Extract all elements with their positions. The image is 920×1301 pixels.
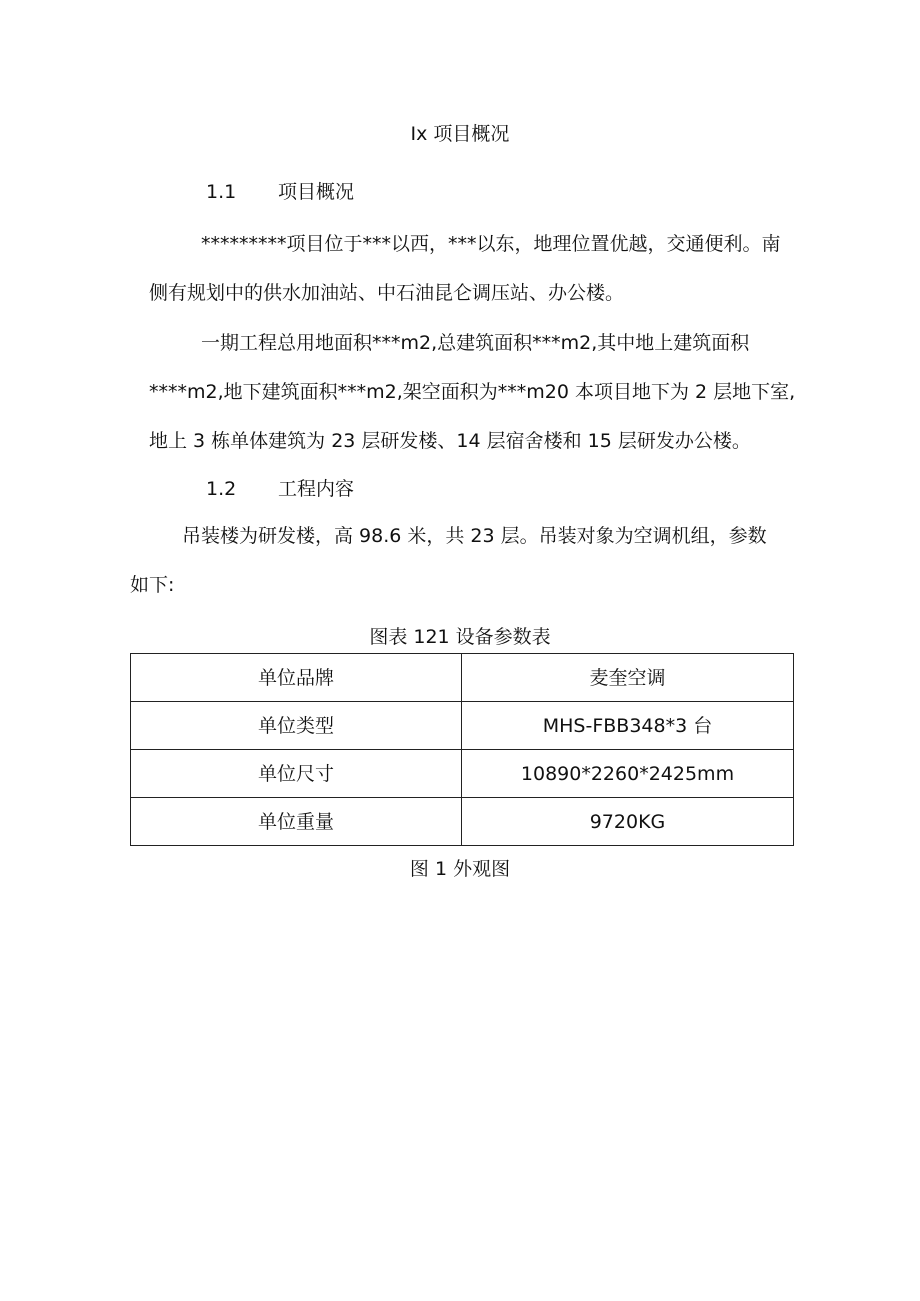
paragraph-line: 如下: <box>130 574 175 596</box>
paragraph-line: *********项目位于***以西，***以东，地理位置优越，交通便利。南 <box>201 233 781 255</box>
section-number: 1.1 <box>206 181 237 203</box>
paragraph-line: ****m2,地下建筑面积***m2,架空面积为***m20 本项目地下为 2 层地下室, <box>149 381 796 403</box>
paragraph-line: 侧有规划中的供水加油站、中石油昆仑调压站、办公楼。 <box>149 282 625 304</box>
table-cell-value: 10890*2260*2425mm <box>462 750 794 798</box>
section-number: 1.2 <box>206 478 237 500</box>
paragraph-line: 吊装楼为研发楼，高 98.6 米，共 23 层。吊装对象为空调机组，参数 <box>182 525 767 547</box>
section-heading: 工程内容 <box>278 478 355 500</box>
table-cell-label: 单位重量 <box>131 798 462 846</box>
equipment-parameter-table <box>130 653 794 846</box>
table-cell-label: 单位类型 <box>131 702 462 750</box>
table-cell-value: 9720KG <box>462 798 794 846</box>
table-row <box>131 750 794 798</box>
table-cell-label: 单位品牌 <box>131 654 462 702</box>
paragraph-line: 地上 3 栋单体建筑为 23 层研发楼、14 层宿舍楼和 15 层研发办公楼。 <box>149 430 751 452</box>
table-cell-value: 麦奎空调 <box>462 654 794 702</box>
table-row <box>131 798 794 846</box>
section-heading: 项目概况 <box>278 181 355 203</box>
document-title: Ix 项目概况 <box>410 123 510 145</box>
paragraph-line: 一期工程总用地面积***m2,总建筑面积***m2,其中地上建筑面积 <box>201 332 750 354</box>
table-caption: 图表 121 设备参数表 <box>369 626 551 648</box>
table-cell-value: MHS-FBB348*3 台 <box>462 702 794 750</box>
figure-caption: 图 1 外观图 <box>409 858 511 880</box>
table-cell-label: 单位尺寸 <box>131 750 462 798</box>
table-row <box>131 702 794 750</box>
table-row <box>131 654 794 702</box>
